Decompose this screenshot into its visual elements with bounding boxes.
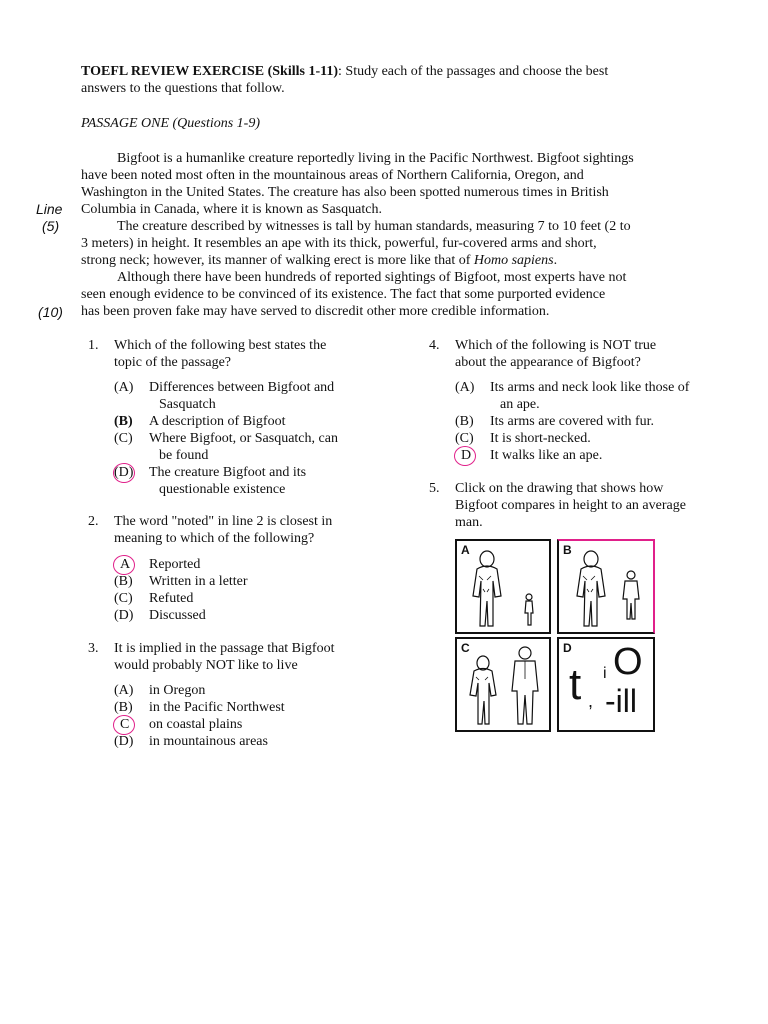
- option-text: Reported: [149, 557, 201, 572]
- question-number: 2.: [88, 514, 99, 529]
- question-text-line2: topic of the passage?: [114, 355, 232, 370]
- question-text: Which of the following best states the: [114, 338, 327, 353]
- option-letter: (A): [114, 683, 134, 698]
- homo-sapiens: Homo sapiens: [473, 253, 554, 268]
- question-text-line2: about the appearance of Bigfoot?: [455, 355, 641, 370]
- question-number: 5.: [429, 481, 440, 496]
- option-letter: (C): [114, 591, 133, 606]
- exercise-title: [81, 63, 731, 80]
- exercise-title-line2: answers to the questions that follow.: [81, 81, 285, 96]
- drawing-b[interactable]: [557, 539, 655, 634]
- q3-option-c[interactable]: [114, 716, 394, 733]
- passage-line-9: seen enough evidence to be convinced of its existence. The fact that some purported evidence: [81, 287, 606, 302]
- q4-option-c[interactable]: [455, 430, 745, 447]
- option-text: Its arms are covered with fur.: [490, 414, 655, 429]
- option-text: Where Bigfoot, or Sasquatch, can: [149, 431, 338, 446]
- option-text-line2: be found: [159, 448, 209, 463]
- line-label-5: (5): [42, 218, 60, 234]
- question-5: [429, 480, 739, 531]
- exercise-title-bold: TOEFL REVIEW EXERCISE (Skills 1-11): [81, 64, 339, 79]
- passage-line-2: have been noted most often in the mountainous areas of Northern California, Oregon, and: [81, 168, 584, 183]
- passage-line-10: has been proven fake may have served to discredit other more credible information.: [81, 304, 550, 319]
- q4-option-b[interactable]: [455, 413, 745, 430]
- option-letter: (B): [114, 414, 133, 429]
- question-text-line2: would probably NOT like to live: [114, 658, 298, 673]
- drawing-label: B: [563, 543, 572, 557]
- q1-option-d[interactable]: [114, 464, 394, 498]
- line-label-10: (10): [38, 304, 63, 320]
- passage-line-1: Bigfoot is a humanlike creature reportedly living in the Pacific Northwest. Bigfoot sightings: [117, 151, 634, 166]
- question-number: 4.: [429, 338, 440, 353]
- option-letter: (B): [114, 574, 133, 589]
- option-text-line2: an ape.: [500, 397, 540, 412]
- option-text: The creature Bigfoot and its: [149, 465, 307, 480]
- option-text: in the Pacific Northwest: [149, 700, 285, 715]
- option-letter: (C): [455, 431, 474, 446]
- passage-line-7: [81, 252, 557, 269]
- drawing-c[interactable]: [455, 637, 551, 732]
- drawing-label: C: [461, 641, 470, 655]
- passage-line-3: Washington in the United States. The creature has also been spotted numerous times in British: [81, 185, 609, 200]
- option-letter: C: [120, 717, 130, 732]
- question-text: Which of the following is NOT true: [455, 338, 657, 353]
- option-text: It is short-necked.: [490, 431, 591, 446]
- q3-option-b[interactable]: [114, 699, 394, 716]
- passage-period: .: [553, 253, 558, 268]
- question-4: [429, 337, 739, 371]
- option-letter: (D): [114, 465, 134, 480]
- option-text: in Oregon: [149, 683, 206, 698]
- question-3: [88, 640, 388, 674]
- q3-option-a[interactable]: [114, 682, 394, 699]
- question-text-line3: man.: [455, 515, 483, 530]
- question-text: The word "noted" in line 2 is closest in: [114, 514, 333, 529]
- option-text: It walks like an ape.: [490, 448, 603, 463]
- option-text: in mountainous areas: [149, 734, 268, 749]
- bigfoot-vs-small-man-illustration: [457, 541, 549, 632]
- drawing-a[interactable]: [455, 539, 551, 634]
- option-text: Its arms and neck look like those of: [490, 380, 690, 395]
- q2-option-c[interactable]: [114, 590, 394, 607]
- option-text: Written in a letter: [149, 574, 248, 589]
- question-text-line2: meaning to which of the following?: [114, 531, 315, 546]
- question-text-line2: Bigfoot compares in height to an average: [455, 498, 686, 513]
- option-text: A description of Bigfoot: [149, 414, 286, 429]
- option-letter: (B): [455, 414, 474, 429]
- answer-mark-circle: [113, 715, 135, 735]
- scan-glyph-t: t: [569, 660, 582, 709]
- question-text: It is implied in the passage that Bigfoot: [114, 641, 335, 656]
- option-text: on coastal plains: [149, 717, 243, 732]
- passage-line-4: Columbia in Canada, where it is known as Sasquatch.: [81, 202, 382, 217]
- question-1: [88, 337, 388, 371]
- question-number: 3.: [88, 641, 99, 656]
- option-text-line2: Sasquatch: [159, 397, 216, 412]
- option-letter: (B): [114, 700, 133, 715]
- scan-glyph-o: O: [613, 641, 643, 683]
- option-letter: (A): [455, 380, 475, 395]
- answer-mark-circle: [113, 555, 135, 575]
- option-text: Differences between Bigfoot and: [149, 380, 335, 395]
- drawing-label: A: [461, 543, 470, 557]
- bigfoot-vs-tall-man-illustration: [457, 639, 549, 730]
- q3-option-d[interactable]: [114, 733, 394, 750]
- q2-option-b[interactable]: [114, 573, 394, 590]
- passage-heading: PASSAGE ONE (Questions 1-9): [81, 116, 260, 131]
- passage-line-5: The creature described by witnesses is tall by human standards, measuring 7 to 10 feet (2 to: [117, 219, 631, 234]
- scan-glyph-ill: -ill: [605, 683, 637, 719]
- option-text-line2: questionable existence: [159, 482, 286, 497]
- passage-line-6: 3 meters) in height. It resembles an ape with its thick, powerful, fur-covered arms and short,: [81, 236, 597, 251]
- q1-option-a[interactable]: [114, 379, 394, 413]
- question-2: [88, 513, 388, 547]
- q4-option-d[interactable]: [455, 447, 745, 464]
- option-letter: (D): [114, 608, 134, 623]
- question-text: Click on the drawing that shows how: [455, 481, 664, 496]
- option-text: Refuted: [149, 591, 194, 606]
- q1-option-b[interactable]: [114, 413, 394, 430]
- q4-option-a[interactable]: [455, 379, 745, 413]
- q2-option-a[interactable]: [114, 556, 394, 573]
- scan-glyph-i: i: [603, 665, 607, 682]
- option-letter: (C): [114, 431, 133, 446]
- scan-glyph-comma: ,: [588, 691, 594, 711]
- option-text: Discussed: [149, 608, 206, 623]
- drawing-d[interactable]: [557, 637, 655, 732]
- bigfoot-vs-man-illustration: [559, 541, 653, 632]
- option-letter: D: [461, 448, 472, 463]
- passage-line-7-text: strong neck; however, its manner of walking erect is more like that of: [81, 253, 474, 268]
- option-letter: (D): [114, 734, 134, 749]
- passage-line-8: Although there have been hundreds of reported sightings of Bigfoot, most experts have not: [117, 270, 627, 285]
- option-letter: A: [120, 557, 131, 572]
- line-label: Line: [36, 201, 63, 217]
- answer-mark-circle: [113, 463, 135, 483]
- question-number: 1.: [88, 338, 99, 353]
- q2-option-d[interactable]: [114, 607, 394, 624]
- exercise-title-instructions: : Study each of the passages and choose the best: [338, 64, 609, 79]
- answer-mark-circle: [454, 446, 476, 466]
- q1-option-c[interactable]: [114, 430, 394, 464]
- drawing-label: D: [563, 641, 572, 655]
- option-letter: (A): [114, 380, 134, 395]
